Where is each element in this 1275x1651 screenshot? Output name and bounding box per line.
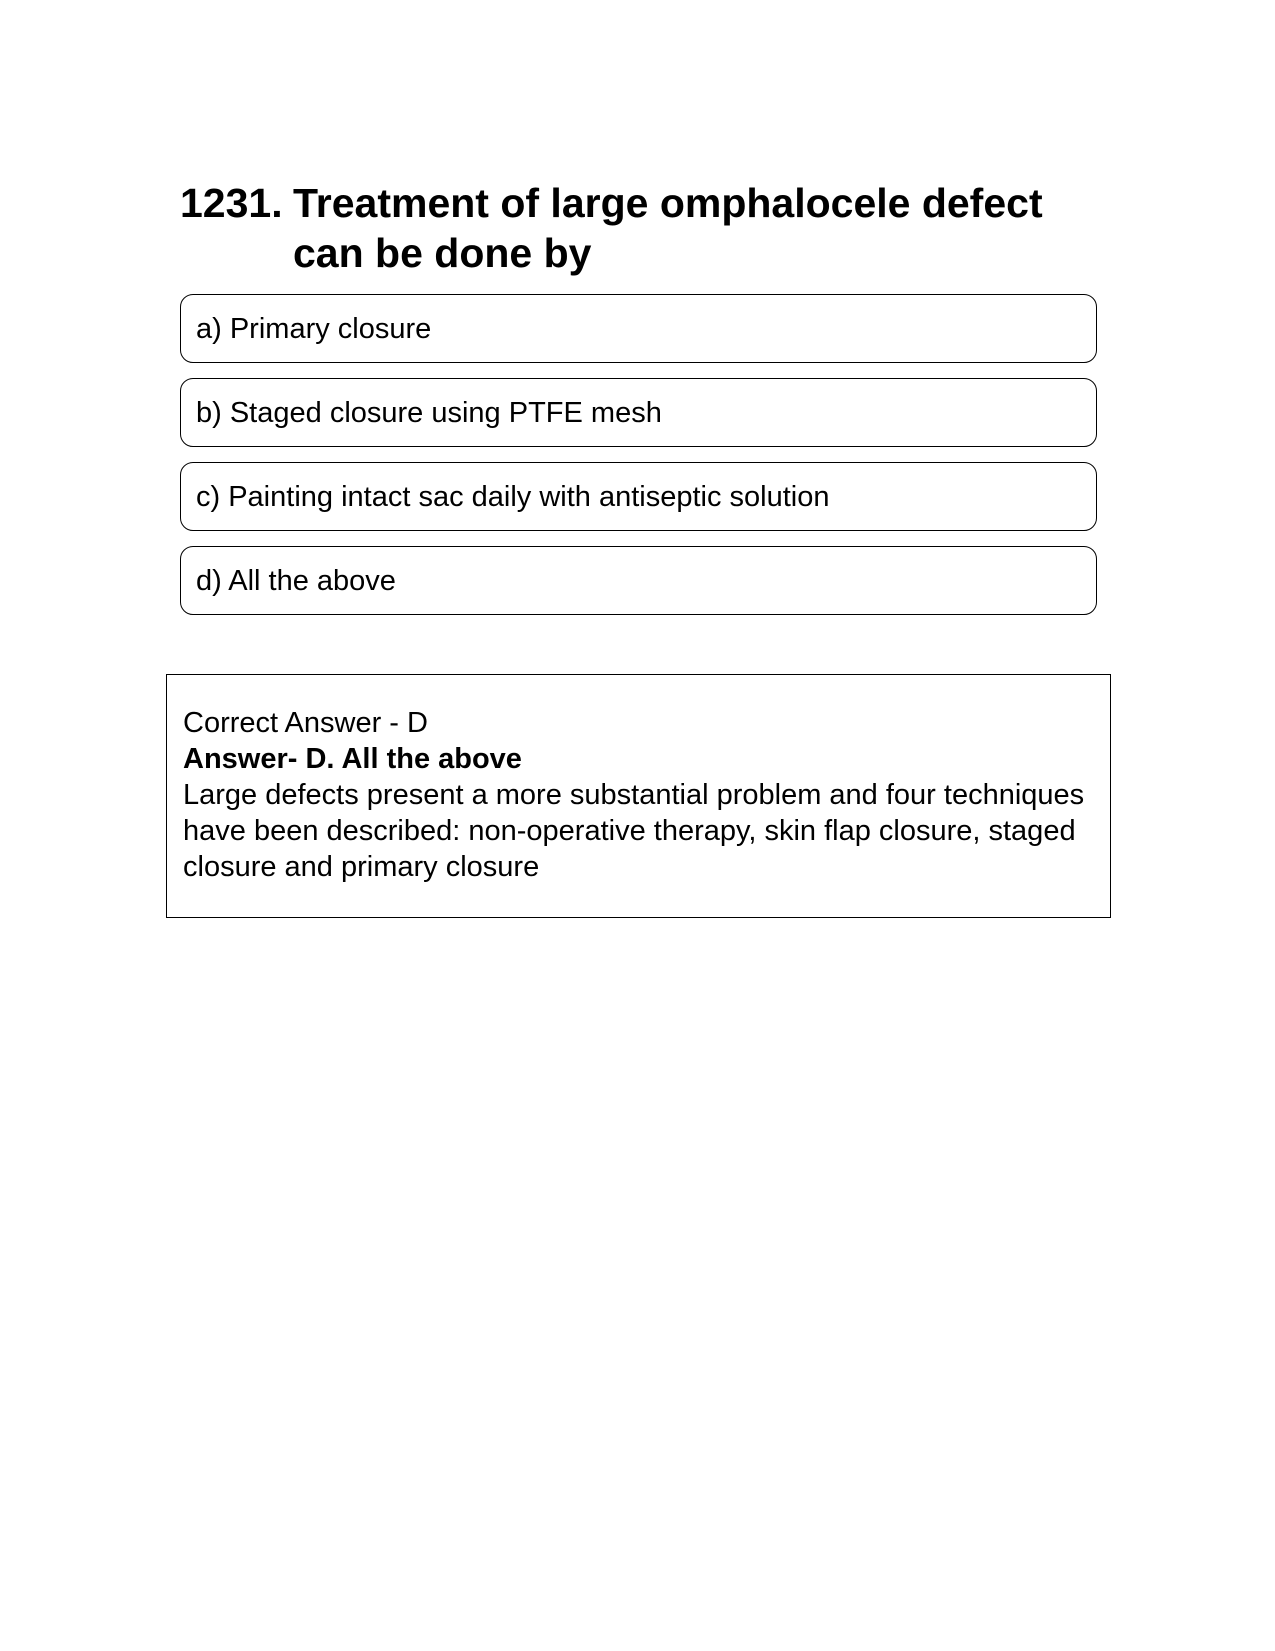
answer-explanation: Large defects present a more substantial problem and four techniques have been described: non-operative therapy, skin flap closure, staged closure and primary closure xyxy=(183,779,1085,883)
question-heading xyxy=(180,178,1080,278)
question-number: 1231. xyxy=(180,180,283,226)
options-list xyxy=(180,294,1097,630)
correct-answer-line: Correct Answer - D xyxy=(183,707,428,739)
answer-box xyxy=(166,674,1111,918)
question-text: Treatment of large omphalocele defect can be done by xyxy=(293,180,1043,276)
option-a[interactable]: a) Primary closure xyxy=(180,294,1097,363)
option-d[interactable]: d) All the above xyxy=(180,546,1097,615)
option-b[interactable]: b) Staged closure using PTFE mesh xyxy=(180,378,1097,447)
option-c[interactable]: c) Painting intact sac daily with antiseptic solution xyxy=(180,462,1097,531)
answer-heading: Answer- D. All the above xyxy=(183,743,522,775)
